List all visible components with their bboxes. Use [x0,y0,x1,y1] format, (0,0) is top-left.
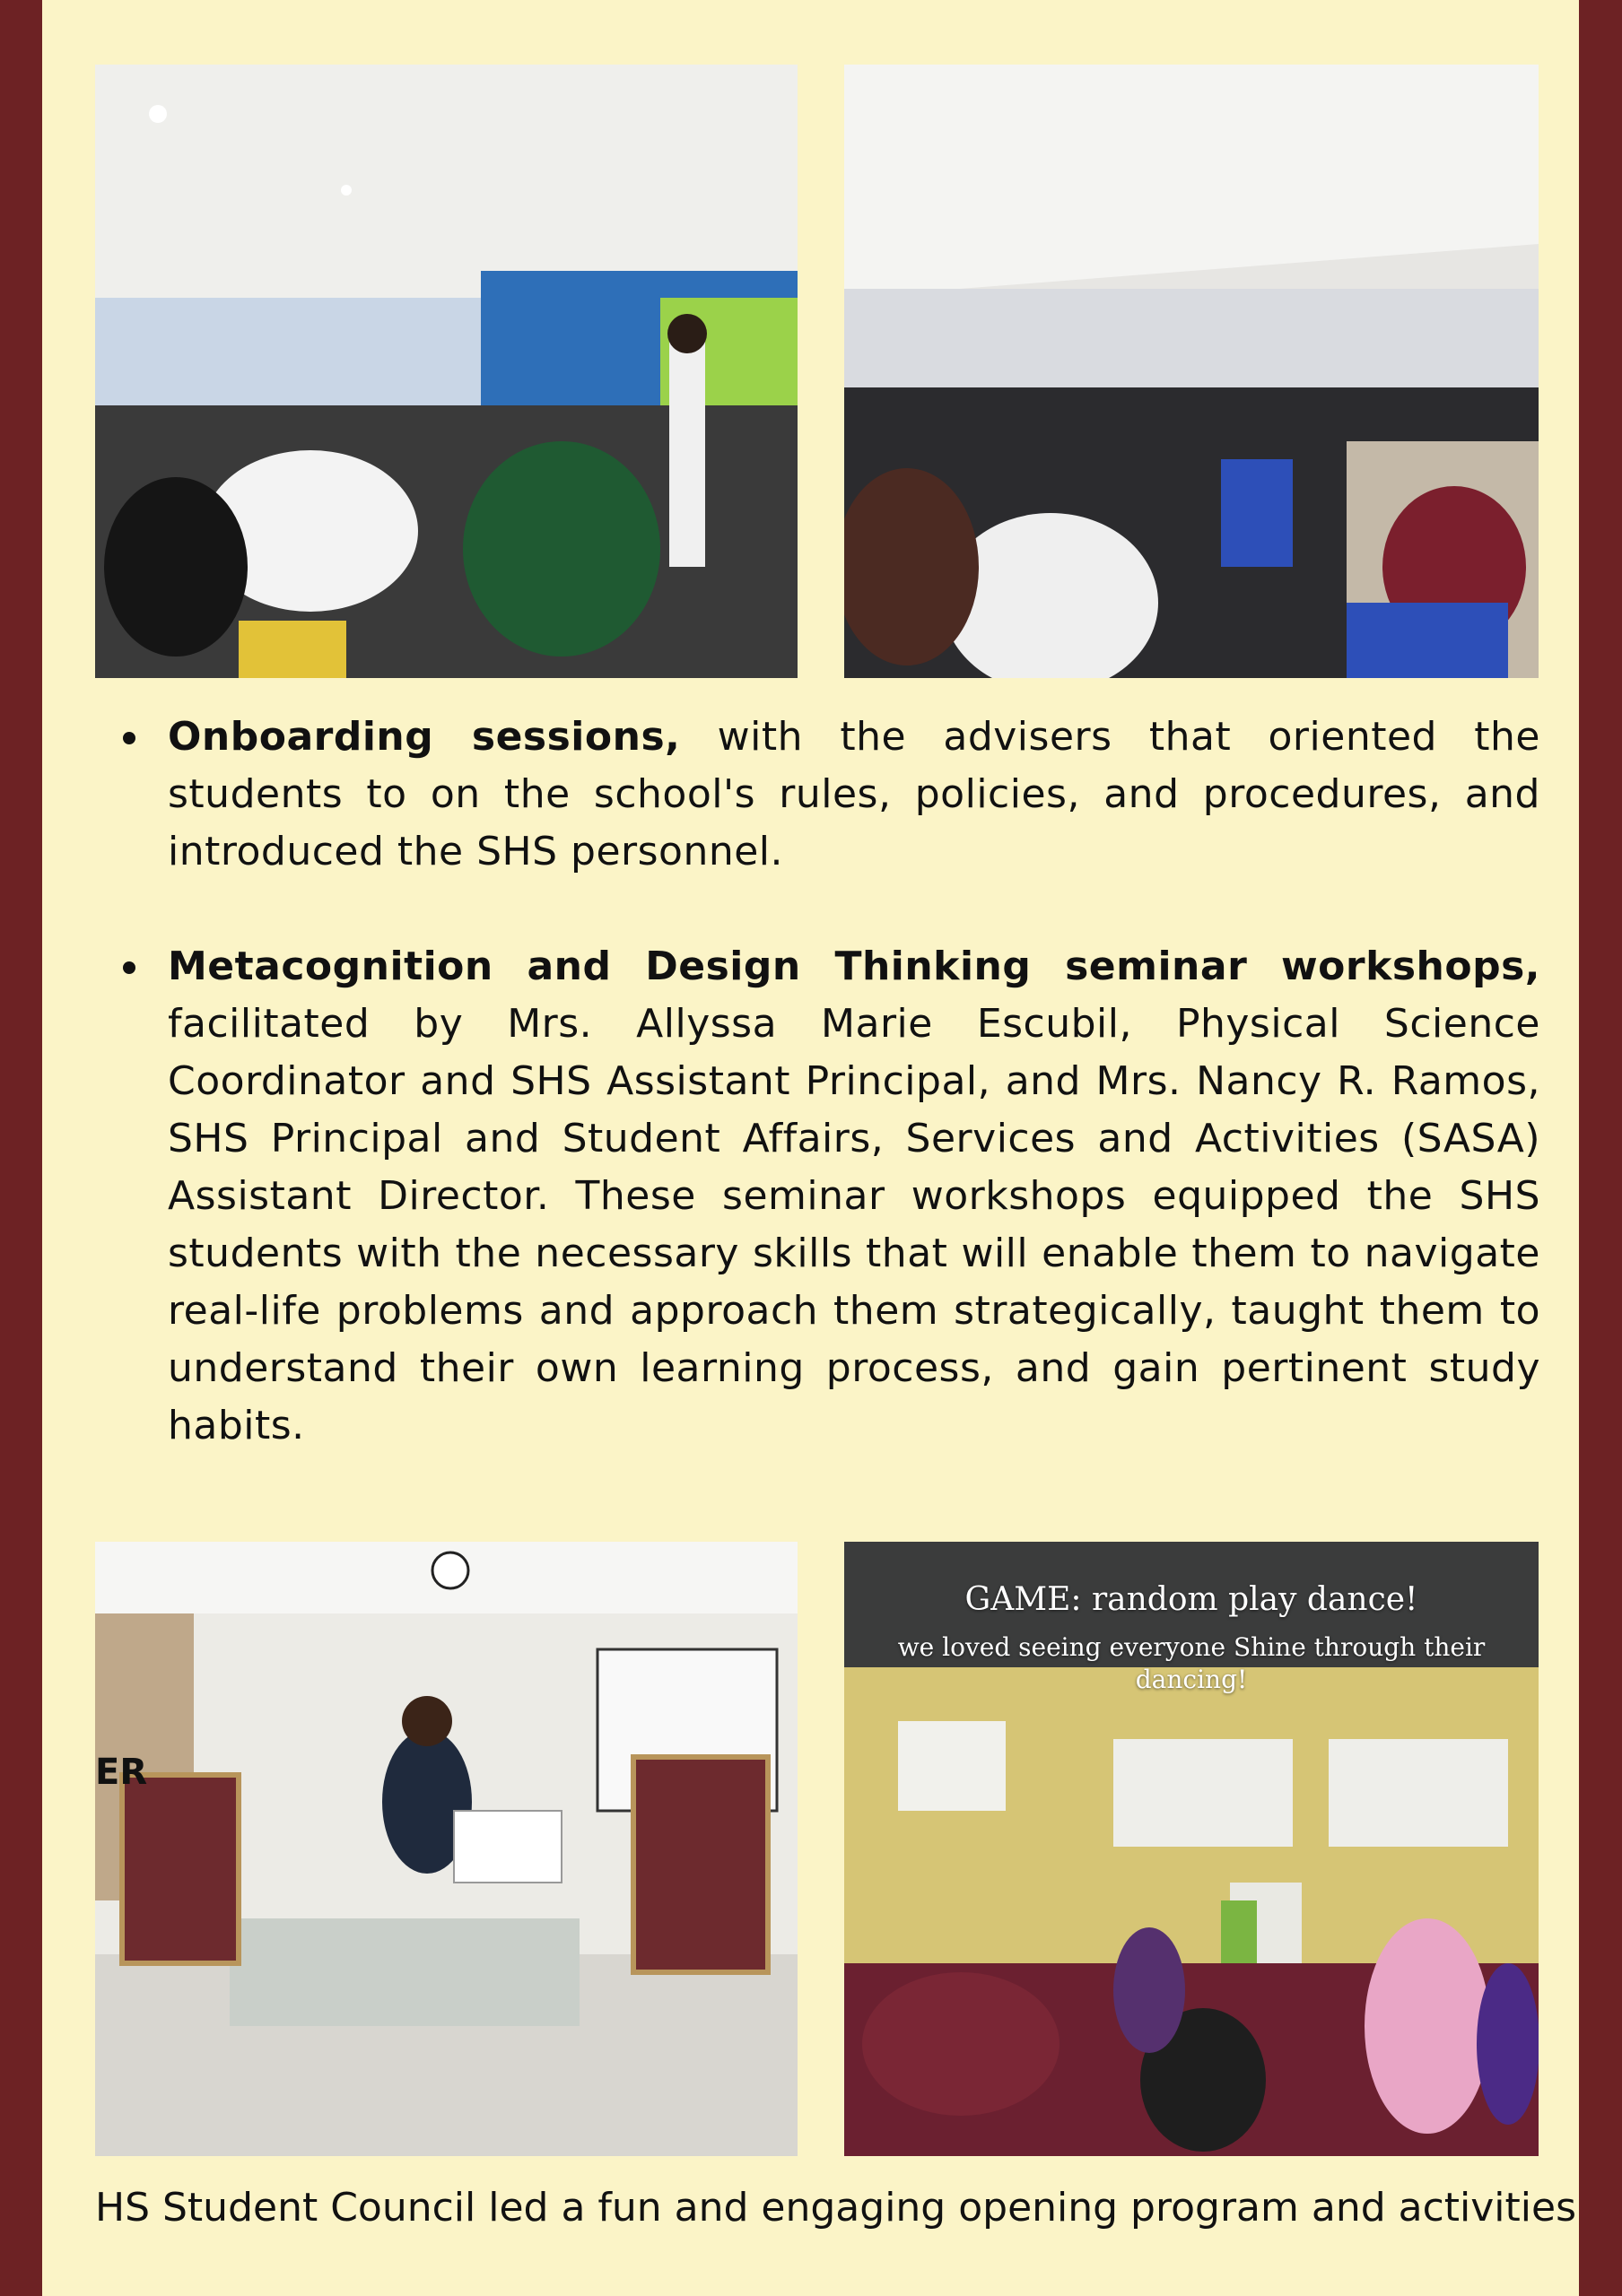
bullet-heading: Metacognition and Design Thinking seminar workshops, [168,944,1540,989]
game-overlay-line: we loved seeing everyone Shine through their [897,1632,1486,1662]
newsletter-page [42,0,1579,2296]
seminar-classroom-photo [95,65,798,678]
auditorium-audience-photo [844,65,1539,678]
game-overlay-title: GAME: random play dance! [964,1581,1418,1618]
game-overlay-line: dancing! [1135,1665,1248,1694]
photo-caption: HS Student Council led a fun and engaging opening program and activities [95,2185,1576,2231]
bullet-text: with the advisers that oriented the students to on the school's rules, policies, and procedures, and introduced the SHS personnel. [168,714,1540,874]
bullet-dot [123,732,135,744]
highlights-list [83,709,1540,1512]
list-item [83,938,1540,1455]
student-council-booth-photo [95,1542,798,2156]
game-overlay-subtitle [844,1631,1539,1696]
bullet-heading: Onboarding sessions, [168,714,681,760]
svg-text:ER: ER [95,1752,148,1793]
bullet-text: facilitated by Mrs. Allyssa Marie Escubil, Physical Science Coordinator and SHS Assistant Principal, and Mrs. Nancy R. Ramos, SHS Principal and Student Affairs, Services and Activities (SASA) Assistant Director. These seminar workshops equipped the SHS students with the necessary skills that will enable them to navigate real-life problems and approach them strategically, taught them to understand their own learning process, and gain pertinent study habits. [168,1001,1540,1448]
list-item [83,709,1540,881]
bullet-dot [123,961,135,974]
dance-game-photo [844,1542,1539,2156]
